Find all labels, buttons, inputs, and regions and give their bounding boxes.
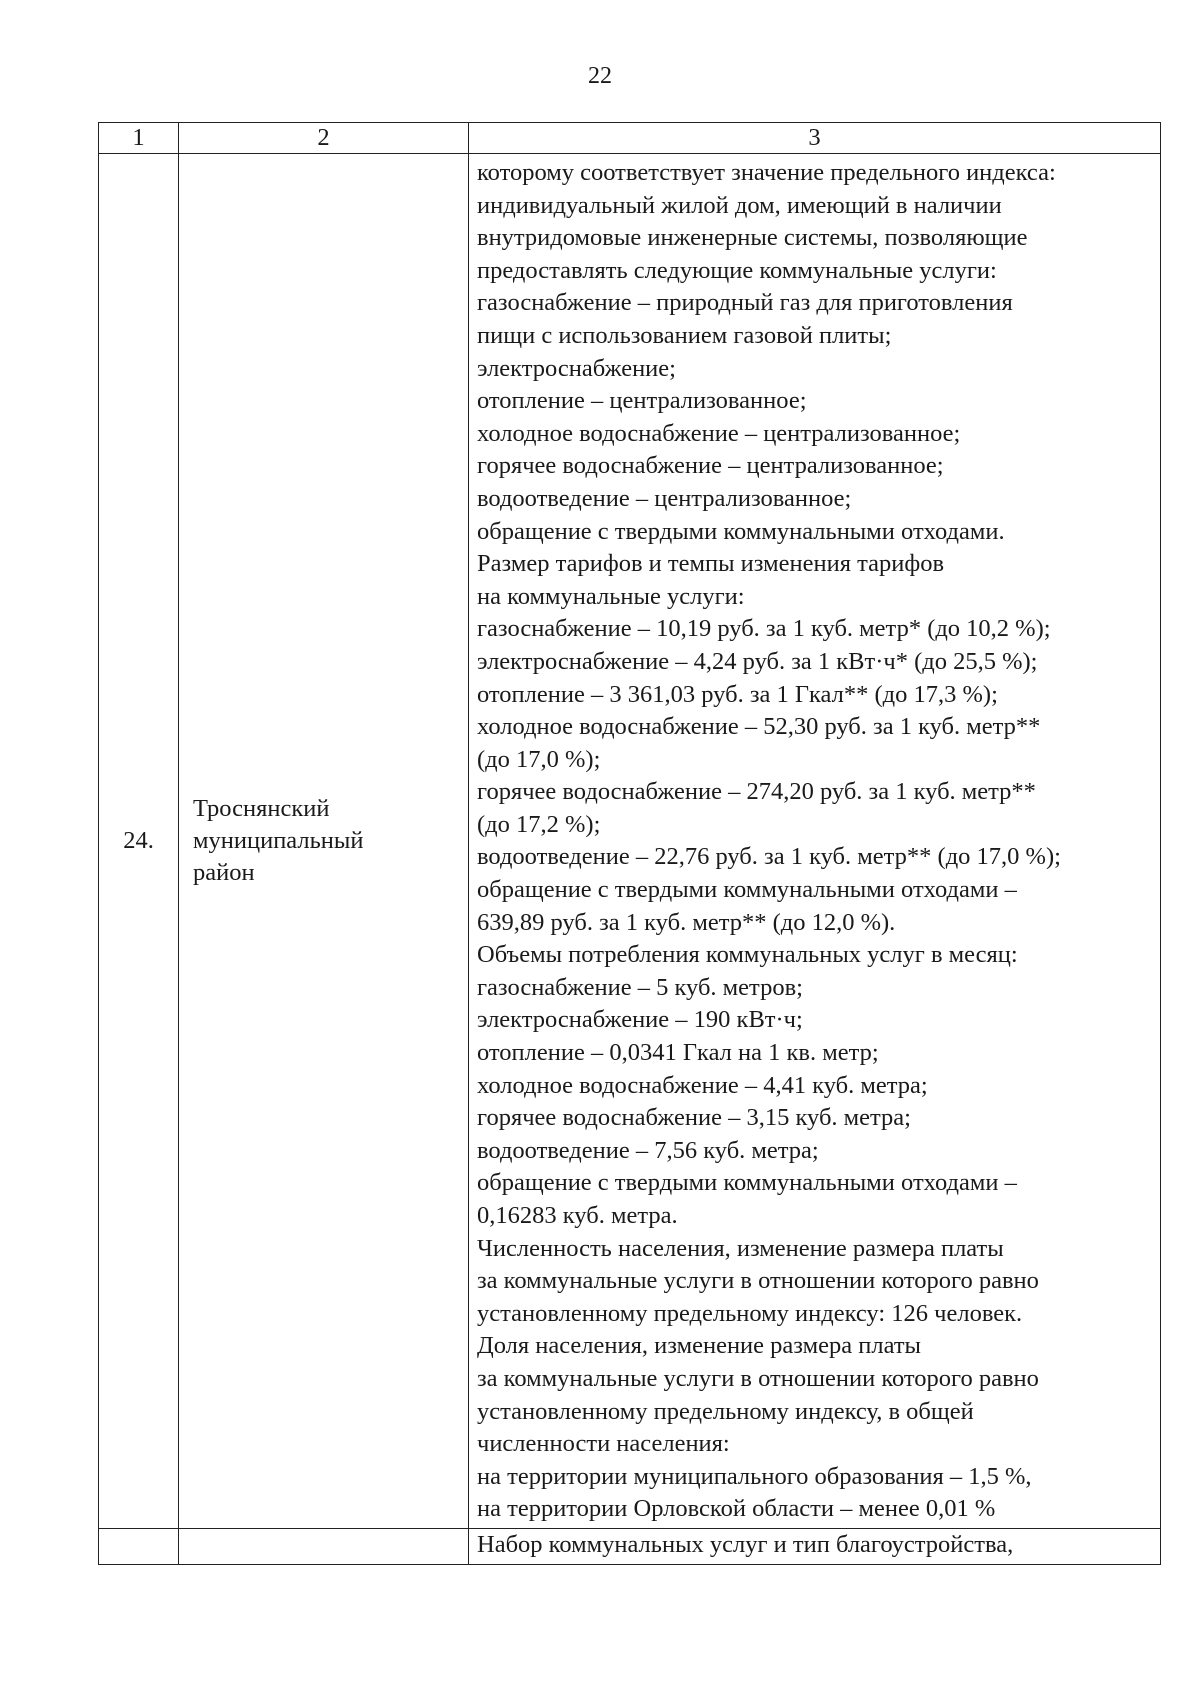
page-number: 22 — [588, 63, 612, 89]
column-header-1: 1 — [99, 123, 179, 154]
text-line: Объемы потребления коммунальных услуг в месяц: — [477, 941, 1018, 969]
text-line: водоотведение – 7,56 куб. метра; — [477, 1136, 819, 1164]
table-row — [99, 154, 1161, 1529]
text-line: водоотведение – 22,76 руб. за 1 куб. метр** (до 17,0 %); — [477, 843, 1061, 871]
text-line: на территории Орловской области – менее 0,01 % — [477, 1495, 996, 1523]
district-name-line: район — [193, 858, 255, 886]
table-row — [99, 1528, 1161, 1564]
text-line: 0,16283 куб. метра. — [477, 1202, 678, 1229]
text-line: установленному предельному индексу, в общей — [477, 1397, 974, 1425]
text-line: обращение с твердыми коммунальными отходами – — [477, 1169, 1017, 1197]
text-line: холодное водоснабжение – 52,30 руб. за 1 куб. метр** — [477, 713, 1041, 741]
text-line: Доля населения, изменение размера платы — [477, 1332, 921, 1360]
text-line: 639,89 руб. за 1 куб. метр** (до 12,0 %). — [477, 908, 896, 936]
text-line: за коммунальные услуги в отношении которого равно — [477, 1364, 1039, 1392]
description-cell — [469, 1528, 1161, 1564]
text-line: горячее водоснабжение – 3,15 куб. метра; — [477, 1104, 911, 1132]
text-line: на коммунальные услуги: — [477, 582, 745, 610]
text-line: численности населения: — [477, 1430, 730, 1458]
text-line: за коммунальные услуги в отношении которого равно — [477, 1267, 1039, 1295]
text-line: предоставлять следующие коммунальные услуги: — [477, 256, 997, 284]
text-line: (до 17,0 %); — [477, 745, 601, 773]
text-line: отопление – 3 361,03 руб. за 1 Гкал** (до 17,3 %); — [477, 680, 998, 708]
text-line: электроснабжение – 4,24 руб. за 1 кВт·ч* (до 25,5 %); — [477, 647, 1038, 675]
tariff-table — [98, 122, 1161, 1565]
text-line: на территории муниципального образования – 1,5 %, — [477, 1462, 1032, 1490]
text-line: обращение с твердыми коммунальными отходами – — [477, 876, 1017, 904]
text-line: Численность населения, изменение размера платы — [477, 1234, 1004, 1262]
text-line: отопление – централизованное; — [477, 387, 807, 415]
column-header-2: 2 — [179, 123, 469, 154]
text-line: отопление – 0,0341 Гкал на 1 кв. метр; — [477, 1039, 879, 1067]
text-line: горячее водоснабжение – централизованное; — [477, 452, 944, 480]
text-line: холодное водоснабжение – централизованное; — [477, 419, 961, 447]
row-number — [99, 1528, 179, 1564]
text-line: установленному предельному индексу: 126 человек. — [477, 1299, 1023, 1327]
text-line: электроснабжение – 190 кВт·ч; — [477, 1006, 803, 1034]
row-number: 24. — [99, 154, 179, 1529]
district-name-cell — [179, 1528, 469, 1564]
district-name-line: муниципальный — [193, 826, 364, 854]
column-header-3: 3 — [469, 123, 1161, 154]
text-line: горячее водоснабжение – 274,20 руб. за 1 куб. метр** — [477, 778, 1036, 806]
table-header-row — [99, 123, 1161, 154]
text-line: газоснабжение – природный газ для приготовления — [477, 289, 1013, 317]
text-line: Набор коммунальных услуг и тип благоустройства, — [477, 1530, 1014, 1558]
text-line: Размер тарифов и темпы изменения тарифов — [477, 550, 945, 578]
text-line: внутридомовые инженерные системы, позволяющие — [477, 224, 1028, 252]
district-name-line: Троснянский — [193, 794, 330, 822]
district-name-cell — [179, 154, 469, 1529]
description-cell — [469, 154, 1161, 1529]
text-line: холодное водоснабжение – 4,41 куб. метра; — [477, 1071, 928, 1099]
text-line: индивидуальный жилой дом, имеющий в наличии — [477, 191, 1002, 219]
text-line: газоснабжение – 10,19 руб. за 1 куб. метр* (до 10,2 %); — [477, 615, 1051, 643]
text-line: обращение с твердыми коммунальными отходами. — [477, 517, 1005, 545]
text-line: которому соответствует значение предельного индекса: — [477, 159, 1056, 186]
text-line: (до 17,2 %); — [477, 810, 601, 838]
text-line: газоснабжение – 5 куб. метров; — [477, 973, 803, 1001]
text-line: водоотведение – централизованное; — [477, 484, 852, 512]
text-line: пищи с использованием газовой плиты; — [477, 321, 892, 349]
text-line: электроснабжение; — [477, 354, 676, 382]
